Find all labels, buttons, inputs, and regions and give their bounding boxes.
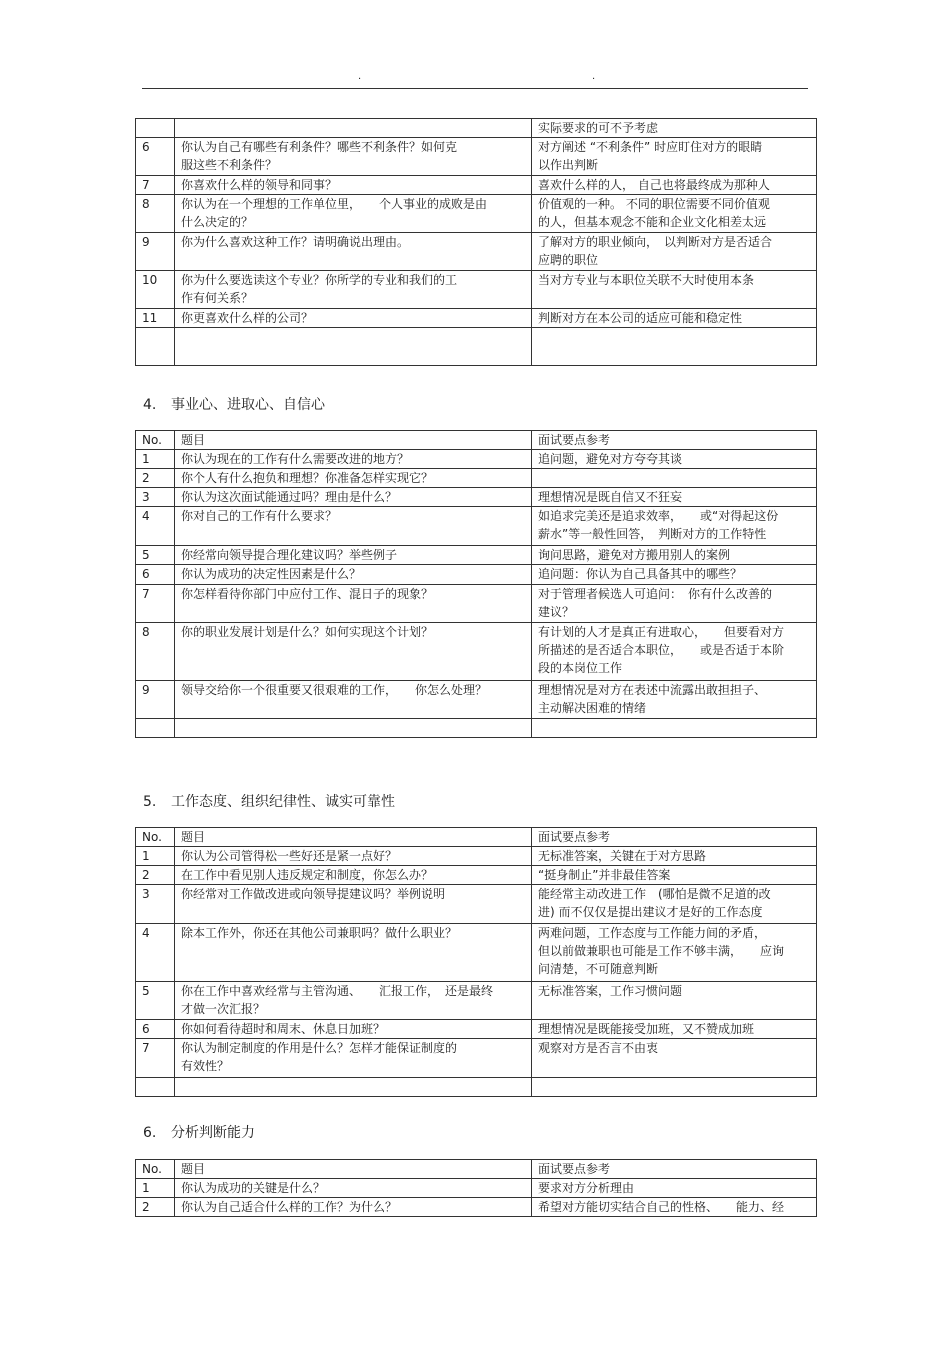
interview-note: [532, 328, 817, 366]
header-dot-right: .: [592, 71, 596, 82]
row-number: 7: [136, 1039, 175, 1078]
row-number: 6: [136, 565, 175, 585]
interview-note: 对于管理者候选人可追问： 你有什么改善的 建议？: [532, 585, 817, 623]
interview-note: 有计划的人才是真正有进取心， 但要看对方 所描述的是否适合本职位， 或是否适于本阶 段的本岗位工作: [532, 623, 817, 681]
row-number: 5: [136, 982, 175, 1020]
interview-note: 要求对方分析理由: [532, 1179, 817, 1198]
column-header-no: No.: [136, 828, 175, 847]
interview-note: [532, 719, 817, 738]
header-dot-left: .: [358, 71, 362, 82]
row-number: 7: [136, 585, 175, 623]
interview-note: “挺身制止”并非最佳答案: [532, 866, 817, 885]
row-number: 1: [136, 1179, 175, 1198]
question-text: 你的职业发展计划是什么？如何实现这个计划？: [175, 623, 532, 681]
row-number: 1: [136, 450, 175, 469]
section-heading: [143, 396, 325, 414]
interview-note: 观察对方是否言不由衷: [532, 1039, 817, 1078]
question-text: 你认为自己适合什么样的工作？为什么？: [175, 1198, 532, 1217]
row-number: [136, 328, 175, 366]
table-row: [136, 271, 817, 309]
question-text: 你认为制定制度的作用是什么？怎样才能保证制度的 有效性？: [175, 1039, 532, 1078]
row-number: 8: [136, 195, 175, 233]
table-header-row: [136, 431, 817, 450]
question-text: 你认为成功的关键是什么？: [175, 1179, 532, 1198]
interview-note: 追问题，避免对方夸夸其谈: [532, 450, 817, 469]
table-row: [136, 681, 817, 719]
row-number: 2: [136, 866, 175, 885]
table-row: [136, 469, 817, 488]
row-number: 1: [136, 847, 175, 866]
question-text: 你对自己的工作有什么要求？: [175, 507, 532, 546]
interview-note: 无标准答案，关键在于对方思路: [532, 847, 817, 866]
row-number: 2: [136, 1198, 175, 1217]
question-text: 你经常对工作做改进或向领导提建议吗？举例说明: [175, 885, 532, 924]
section-number: 4.: [143, 397, 157, 413]
section-title: 分析判断能力: [171, 1125, 255, 1141]
section-title: 事业心、进取心、自信心: [171, 397, 325, 413]
row-number: [136, 719, 175, 738]
section-number: 5.: [143, 794, 157, 810]
row-number: [136, 1078, 175, 1097]
row-number: 9: [136, 681, 175, 719]
table-row: [136, 328, 817, 366]
question-text: 你认为公司管得松一些好还是紧一点好？: [175, 847, 532, 866]
question-table-continued: [135, 118, 817, 366]
section-title: 工作态度、组织纪律性、诚实可靠性: [171, 794, 395, 810]
interview-note: 追问题：你认为自己具备其中的哪些？: [532, 565, 817, 585]
question-text: [175, 119, 532, 138]
interview-note: 能经常主动改进工作 (哪怕是微不足道的改 进) 而不仅仅是提出建议才是好的工作态度: [532, 885, 817, 924]
table-row: [136, 450, 817, 469]
interview-note: 实际要求的可不予考虑: [532, 119, 817, 138]
row-number: 4: [136, 924, 175, 982]
column-header-no: No.: [136, 1160, 175, 1179]
table-row: [136, 119, 817, 138]
question-text: 在工作中看见别人违反规定和制度，你怎么办？: [175, 866, 532, 885]
row-number: 2: [136, 469, 175, 488]
interview-note: 了解对方的职业倾向， 以判断对方是否适合 应聘的职位: [532, 233, 817, 271]
section-heading: [143, 793, 395, 811]
question-text: 你怎样看待你部门中应付工作、混日子的现象？: [175, 585, 532, 623]
question-table-section-4: [135, 430, 817, 738]
column-header-question: 题目: [175, 1160, 532, 1179]
section-number: 6.: [143, 1125, 157, 1141]
table-row: [136, 488, 817, 507]
table-row: [136, 623, 817, 681]
row-number: 3: [136, 488, 175, 507]
question-text: 你在工作中喜欢经常与主管沟通、 汇报工作， 还是最终 才做一次汇报？: [175, 982, 532, 1020]
question-text: 你个人有什么抱负和理想？你准备怎样实现它？: [175, 469, 532, 488]
interview-note: 询问思路，避免对方搬用别人的案例: [532, 546, 817, 565]
table-row: [136, 924, 817, 982]
interview-note: 如追求完美还是追求效率， 或“对得起这份 薪水”等一般性回答， 判断对方的工作特性: [532, 507, 817, 546]
question-text: 你认为在一个理想的工作单位里， 个人事业的成败是由 什么决定的？: [175, 195, 532, 233]
question-table-section-6: [135, 1159, 817, 1217]
question-text: [175, 719, 532, 738]
interview-note: 当对方专业与本职位关联不大时使用本条: [532, 271, 817, 309]
question-text: 领导交给你一个很重要又很艰难的工作， 你怎么处理？: [175, 681, 532, 719]
page-header: [0, 72, 950, 84]
table-row: [136, 1198, 817, 1217]
header-rule: [142, 88, 808, 89]
row-number: 7: [136, 176, 175, 195]
interview-note: 价值观的一种。 不同的职位需要不同价值观 的人，但基本观念不能和企业文化相差太远: [532, 195, 817, 233]
table-row: [136, 1039, 817, 1078]
question-text: 你为什么要选读这个专业？你所学的专业和我们的工 作有何关系？: [175, 271, 532, 309]
row-number: 10: [136, 271, 175, 309]
table-row: [136, 138, 817, 176]
interview-note: [532, 1078, 817, 1097]
section-heading: [143, 1124, 255, 1142]
interview-note: 判断对方在本公司的适应可能和稳定性: [532, 309, 817, 328]
column-header-reference: 面试要点参考: [532, 1160, 817, 1179]
question-text: 你喜欢什么样的领导和同事？: [175, 176, 532, 195]
row-number: 6: [136, 1020, 175, 1039]
table-header-row: [136, 1160, 817, 1179]
interview-note: 理想情况是既能接受加班，又不赞成加班: [532, 1020, 817, 1039]
table-row: [136, 309, 817, 328]
interview-note: 理想情况是对方在表述中流露出敢担担子、 主动解决困难的情绪: [532, 681, 817, 719]
interview-note: 无标准答案，工作习惯问题: [532, 982, 817, 1020]
row-number: [136, 119, 175, 138]
question-text: 你认为成功的决定性因素是什么？: [175, 565, 532, 585]
table-row: [136, 1020, 817, 1039]
table-row: [136, 1078, 817, 1097]
table-row: [136, 1179, 817, 1198]
table-header-row: [136, 828, 817, 847]
table-row: [136, 866, 817, 885]
question-text: [175, 1078, 532, 1097]
table-row: [136, 233, 817, 271]
question-text: 你为什么喜欢这种工作？请明确说出理由。: [175, 233, 532, 271]
row-number: 11: [136, 309, 175, 328]
row-number: 8: [136, 623, 175, 681]
column-header-question: 题目: [175, 828, 532, 847]
column-header-reference: 面试要点参考: [532, 431, 817, 450]
interview-note: 两难问题，工作态度与工作能力间的矛盾， 但以前做兼职也可能是工作不够丰满， 应询 问清楚，不可随意判断: [532, 924, 817, 982]
question-text: 你更喜欢什么样的公司？: [175, 309, 532, 328]
row-number: 9: [136, 233, 175, 271]
question-text: 你经常向领导提合理化建议吗？举些例子: [175, 546, 532, 565]
table-row: [136, 885, 817, 924]
interview-note: 对方阐述 “不利条件” 时应盯住对方的眼睛 以作出判断: [532, 138, 817, 176]
question-text: 你认为这次面试能通过吗？理由是什么？: [175, 488, 532, 507]
column-header-question: 题目: [175, 431, 532, 450]
row-number: 3: [136, 885, 175, 924]
table-row: [136, 195, 817, 233]
column-header-reference: 面试要点参考: [532, 828, 817, 847]
interview-note: [532, 469, 817, 488]
table-row: [136, 546, 817, 565]
interview-note: 理想情况是既自信又不狂妄: [532, 488, 817, 507]
question-text: [175, 328, 532, 366]
question-text: 你认为自己有哪些有利条件？哪些不利条件？如何克 服这些不利条件？: [175, 138, 532, 176]
row-number: 6: [136, 138, 175, 176]
question-text: 你如何看待超时和周末、休息日加班？: [175, 1020, 532, 1039]
table-row: [136, 585, 817, 623]
question-table-section-5: [135, 827, 817, 1097]
row-number: 4: [136, 507, 175, 546]
table-row: [136, 176, 817, 195]
table-row: [136, 847, 817, 866]
table-row: [136, 982, 817, 1020]
question-text: 你认为现在的工作有什么需要改进的地方？: [175, 450, 532, 469]
table-row: [136, 507, 817, 546]
question-text: 除本工作外，你还在其他公司兼职吗？做什么职业？: [175, 924, 532, 982]
row-number: 5: [136, 546, 175, 565]
interview-note: 希望对方能切实结合自己的性格、 能力、经: [532, 1198, 817, 1217]
table-row: [136, 719, 817, 738]
column-header-no: No.: [136, 431, 175, 450]
table-row: [136, 565, 817, 585]
interview-note: 喜欢什么样的人， 自己也将最终成为那种人: [532, 176, 817, 195]
